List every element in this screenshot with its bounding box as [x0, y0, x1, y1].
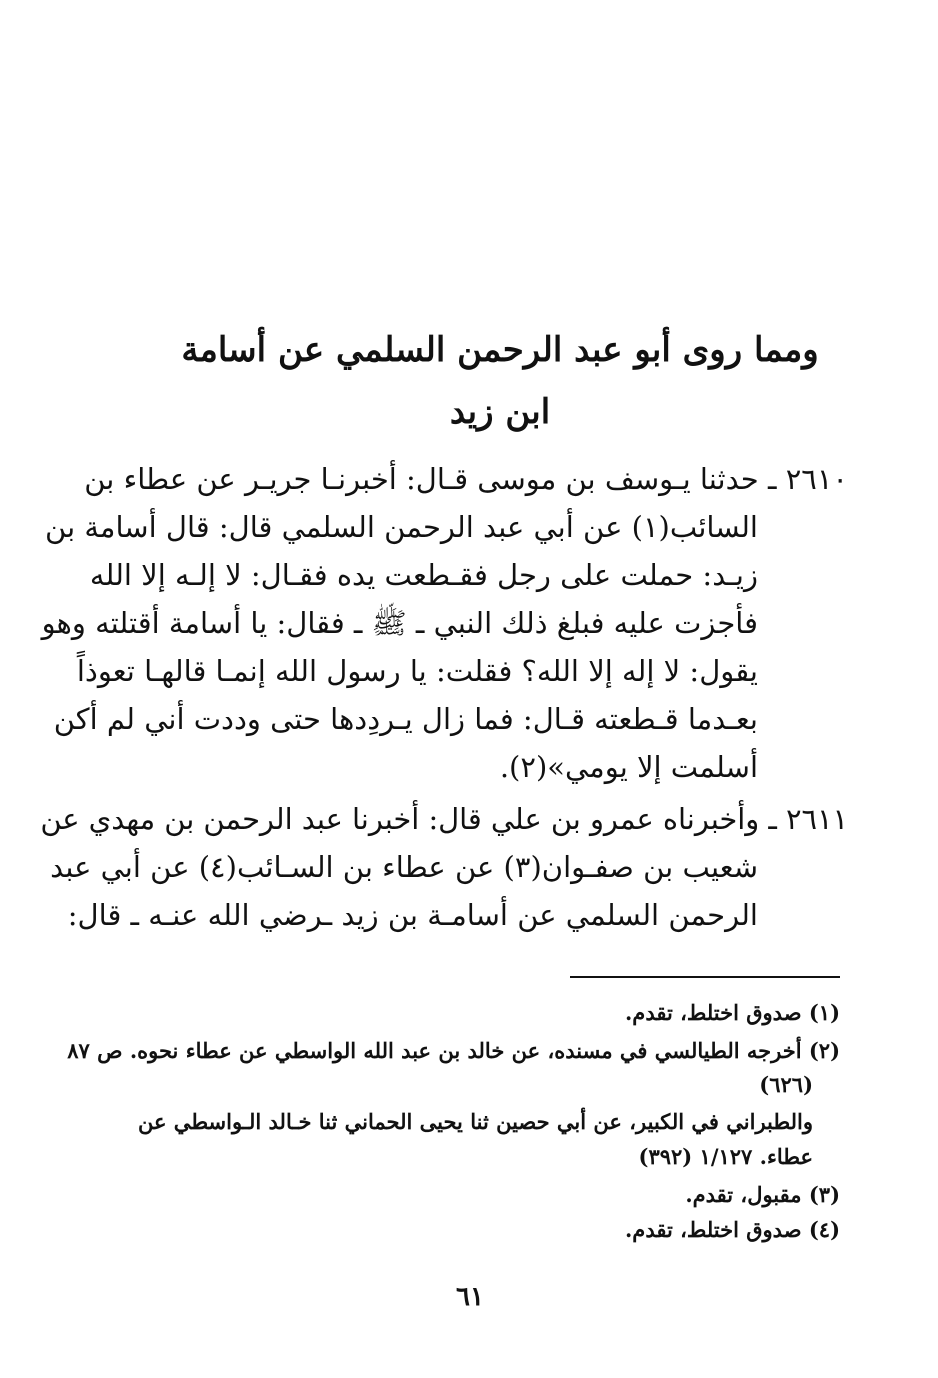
footnote-3: (٣) مقبول، تقدم.	[685, 1182, 840, 1207]
hadith-2610-line-4: فأجزت عليه فبلغ ذلك النبي ـ ﷺ ـ فقال: يا أسامة أقتلته وهو	[41, 606, 758, 640]
footnote-2: (٢) أخرجه الطيالسي في مسنده، عن خالد بن عبد الله الواسطي عن عطاء نحوه. ص ٨٧	[67, 1038, 840, 1063]
chapter-heading-line-1: ومما روى أبو عبد الرحمن السلمي عن أسامة	[181, 330, 819, 370]
hadith-2610-line-3: زيـد: حملت على رجل فقـطعت يده فقـال: لا إلـه إلا الله	[89, 558, 758, 592]
hadith-2610-line-2: السائب(١) عن أبي عبد الرحمن السلمي قال: قال أسامة بن	[45, 510, 758, 544]
footnote-1: (١) صدوق اختلط، تقدم.	[625, 1000, 840, 1025]
hadith-2610-line-6: بعـدما قـطعته قـال: فما زال يـردِدها حتى وددت أني لم أكن	[53, 702, 758, 736]
hadith-2610-line-5: يقول: لا إله إلا الله؟ فقلت: يا رسول الله إنمـا قالهـا تعوذاً	[76, 654, 758, 688]
footnote-2-cont-1: (٦٢٦)	[759, 1072, 813, 1097]
chapter-heading-line-2: ابن زيد	[449, 392, 551, 432]
hadith-2611-line-1: وأخبرناه عمرو بن علي قال: أخبرنا عبد الرحمن بن مهدي عن	[40, 802, 760, 836]
hadith-2610-number: ٢٦١٠ ـ	[767, 462, 848, 496]
hadith-2611-number: ٢٦١١ ـ	[768, 802, 848, 836]
footnote-2-cont-2: والطبراني في الكبير، عن أبي حصين ثنا يحيى الحماني ثنا خـالد الـواسطي عن	[137, 1109, 813, 1134]
hadith-2610-line-7: أسلمت إلا يومي»(٢).	[499, 750, 758, 784]
footnote-2-cont-3: عطاء. ١/١٢٧ (٣٩٢)	[638, 1144, 813, 1169]
hadith-2611-line-3: الرحمن السلمي عن أسامـة بن زيد ـرضي الله عنـه ـ قال:	[67, 898, 758, 932]
page-number: ٦١	[456, 1282, 484, 1312]
hadith-2611-line-2: شعيب بن صفـوان(٣) عن عطاء بن السـائب(٤) عن أبي عبد	[50, 850, 758, 884]
footnote-divider	[570, 976, 840, 978]
hadith-2610-line-1: حدثنا يـوسف بن موسى قـال: أخبرنـا جريـر عن عطاء بن	[84, 462, 759, 496]
footnote-4: (٤) صدوق اختلط، تقدم.	[625, 1217, 840, 1242]
